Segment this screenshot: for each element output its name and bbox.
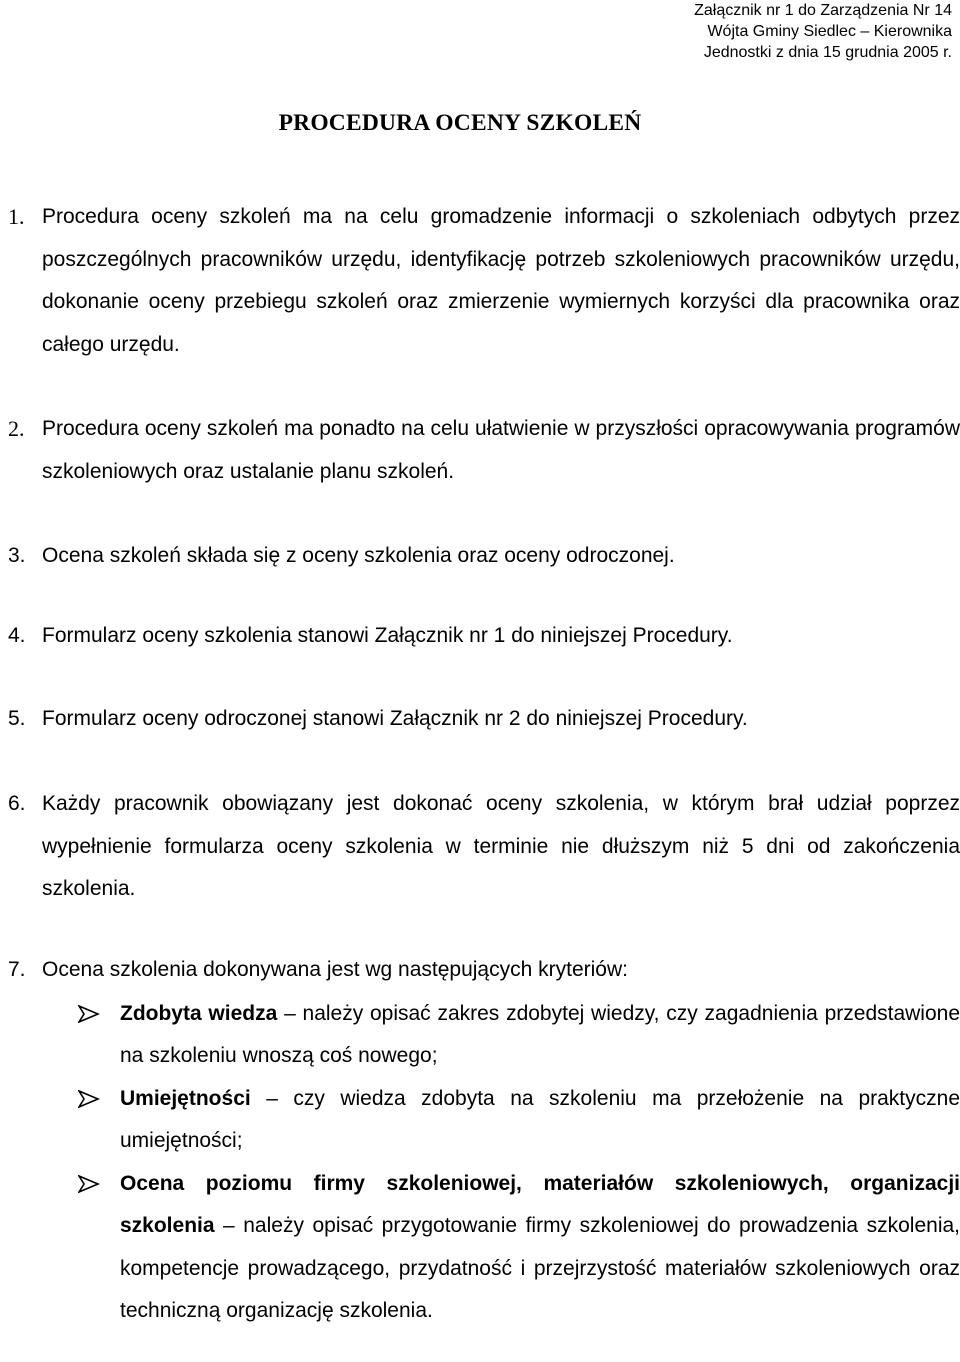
arrowhead-bullet-icon — [78, 1090, 100, 1108]
item-text: Ocena szkoleń składa się z oceny szkolenia oraz oceny odroczonej. — [42, 544, 675, 567]
item-number: 5. — [8, 707, 26, 730]
procedure-item-2 — [8, 408, 960, 493]
procedure-item-3 — [8, 535, 960, 578]
criterion-description: – należy opisać zakres zdobytej wiedzy, czy zagadnienia przedstawione na szkoleniu wnoszą coś nowego; — [120, 1002, 960, 1068]
attachment-note-line-3: Jednostki z dnia 15 grudnia 2005 r. — [703, 44, 952, 61]
criterion-name: Ocena poziomu firmy szkoleniowej, materiałów szkoleniowych, organizacji szkolenia — [120, 1172, 960, 1238]
criterion-description: – należy opisać przygotowanie firmy szkoleniowej do prowadzenia szkolenia, kompetencje prowadzącego, przydatność i przejrzystość materiałów szkoleniowych oraz techniczną organizację szkolenia. — [120, 1214, 960, 1322]
item-number: 1. — [8, 204, 25, 229]
criterion-description: – czy wiedza zdobyta na szkoleniu ma przełożenie na praktyczne umiejętności; — [120, 1087, 960, 1153]
item-text: Formularz oceny szkolenia stanowi Załącznik nr 1 do niniejszej Procedury. — [42, 624, 733, 647]
item-number: 3. — [8, 544, 26, 567]
attachment-note-line-1: Załącznik nr 1 do Zarządzenia Nr 14 — [694, 2, 952, 19]
item-text: Formularz oceny odroczonej stanowi Załącznik nr 2 do niniejszej Procedury. — [42, 707, 748, 730]
arrowhead-bullet-icon — [78, 1175, 100, 1193]
attachment-note-line-2: Wójta Gminy Siedlec – Kierownika — [707, 23, 952, 40]
criterion-skills — [120, 1078, 960, 1163]
item-number: 6. — [8, 792, 26, 815]
procedure-item-7 — [8, 949, 960, 992]
procedure-item-5 — [8, 698, 960, 741]
attachment-note — [632, 0, 952, 63]
item-text: Ocena szkolenia dokonywana jest wg następujących kryteriów: — [42, 958, 628, 981]
document-title: PROCEDURA OCENY SZKOLEŃ — [278, 110, 642, 136]
criterion-knowledge — [120, 993, 960, 1078]
procedure-item-4 — [8, 615, 960, 658]
item-text: Każdy pracownik obowiązany jest dokonać oceny szkolenia, w którym brał udział poprzez wypełnienie formularza oceny szkolenia w terminie nie dłuższym niż 5 dni od zakończenia szkolenia. — [42, 792, 960, 900]
procedure-item-1 — [8, 196, 960, 366]
criterion-name: Umiejętności — [120, 1087, 251, 1110]
procedure-item-6 — [8, 783, 960, 911]
item-number: 4. — [8, 624, 26, 647]
item-number: 2. — [8, 416, 25, 441]
item-number: 7. — [8, 958, 26, 981]
item-text: Procedura oceny szkoleń ma ponadto na celu ułatwienie w przyszłości opracowywania programów szkoleniowych oraz ustalanie planu szkoleń. — [42, 417, 960, 483]
criterion-training-company — [120, 1163, 960, 1332]
criterion-name: Zdobyta wiedza — [120, 1002, 278, 1025]
item-text: Procedura oceny szkoleń ma na celu gromadzenie informacji o szkoleniach odbytych przez poszczególnych pracowników urzędu, identyfikację potrzeb szkoleniowych pracowników urzędu, dokonanie oceny przebiegu szkoleń oraz zmierzenie wymiernych korzyści dla pracownika oraz całego urzędu. — [42, 205, 960, 356]
arrowhead-bullet-icon — [78, 1005, 100, 1023]
